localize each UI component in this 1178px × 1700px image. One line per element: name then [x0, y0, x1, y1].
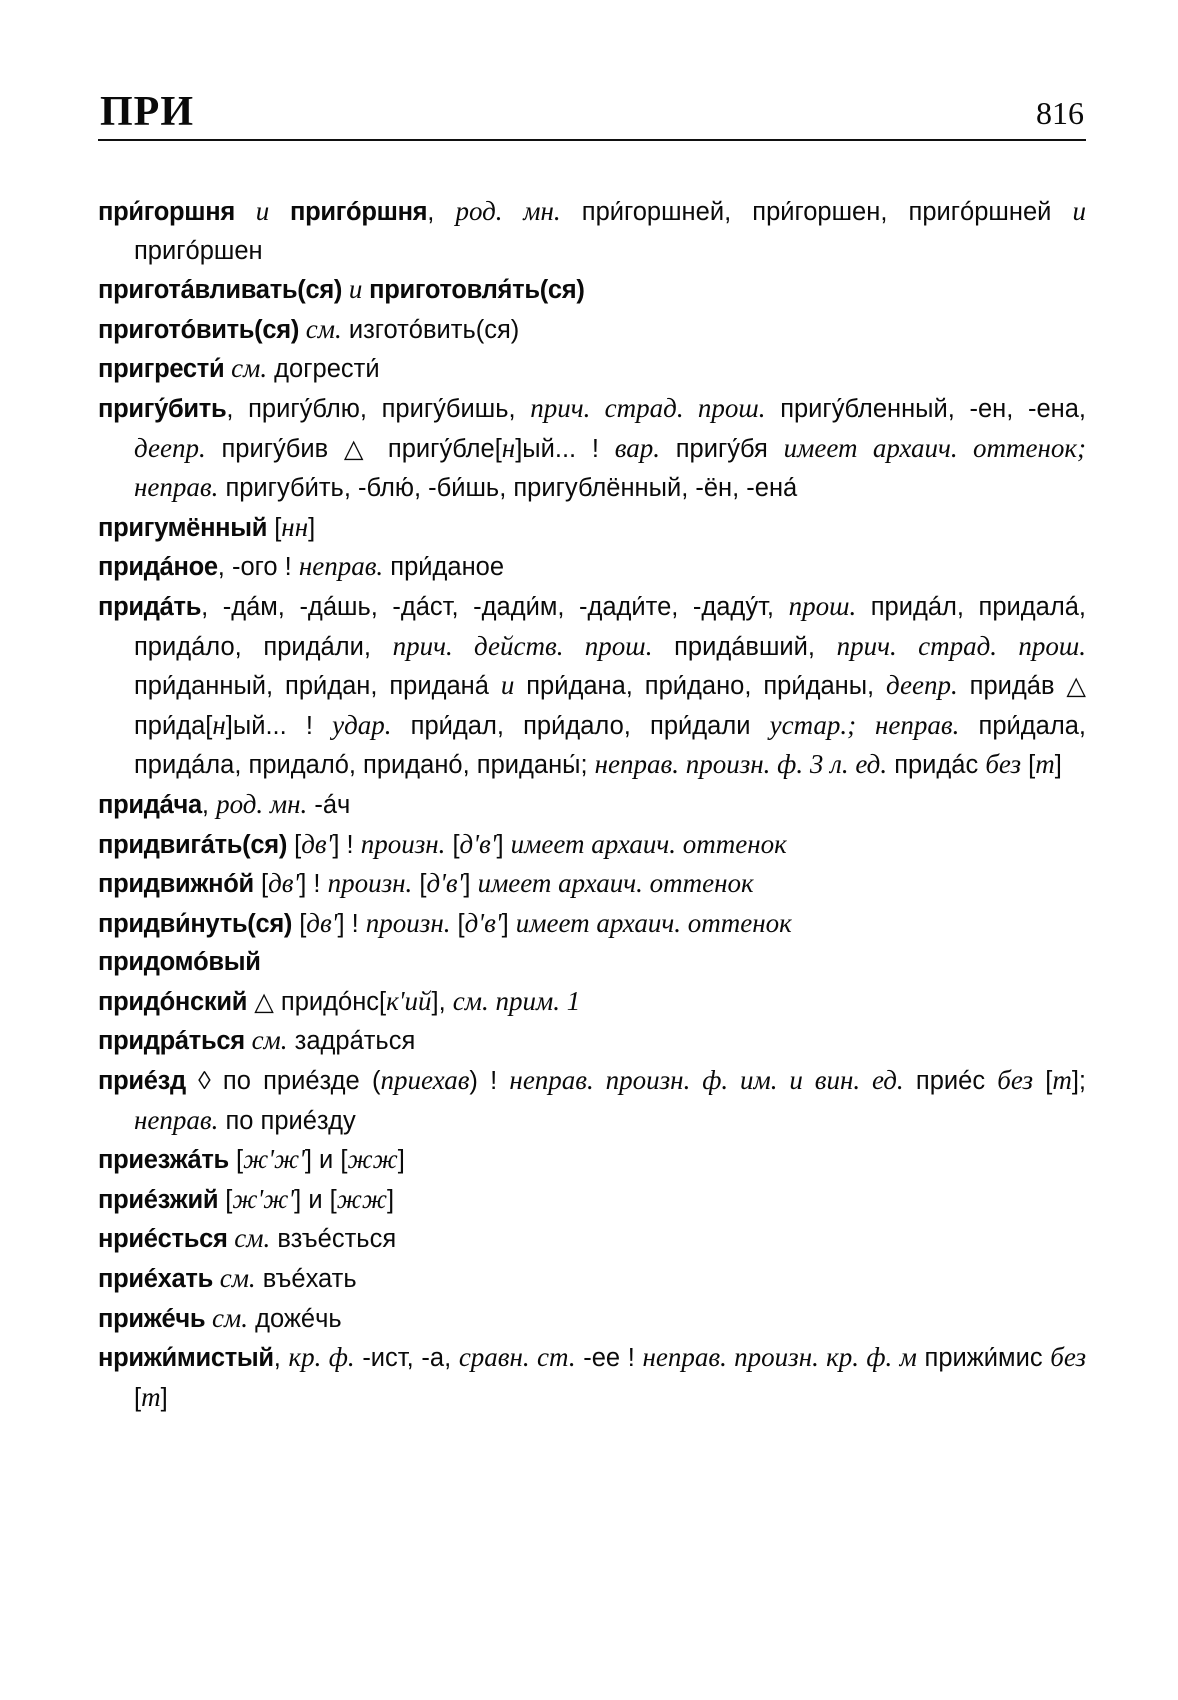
entry-text: ]	[463, 870, 478, 899]
grammar-label: прош.	[788, 590, 857, 621]
grammar-label: см.	[212, 1263, 256, 1294]
grammar-label: жж	[347, 1144, 398, 1175]
headword: придáча	[98, 790, 202, 819]
entry-text: придáвший,	[652, 632, 837, 661]
grammar-label: неправ. произн. ф. им. и вин. ед.	[509, 1065, 904, 1096]
grammar-label: см.	[227, 1223, 271, 1254]
page-number: 816	[1036, 95, 1084, 131]
headword: пригóршня	[289, 198, 428, 226]
entry-text: при́дал, при́дало, при́дали	[391, 711, 770, 740]
grammar-label: т	[1052, 1065, 1072, 1096]
grammar-label: ж'ж'	[232, 1183, 295, 1214]
grammar-label: д'в'	[459, 828, 497, 859]
entry-text: [	[287, 830, 302, 859]
grammar-label: см.	[299, 313, 342, 344]
dictionary-entry	[98, 1259, 1086, 1299]
entry-text: при́горшней, при́горшен, пригóршней	[560, 198, 1073, 226]
dictionary-entry	[98, 1180, 1086, 1220]
headword: придáное	[98, 553, 218, 582]
entry-text: ] и [	[304, 1146, 348, 1175]
grammar-label: и	[234, 196, 290, 226]
entry-text: , -ого !	[217, 553, 299, 582]
headword: приготóвить(ся)	[98, 315, 300, 344]
entry-text: приéс	[903, 1067, 998, 1096]
headword: пригрести́	[98, 355, 225, 384]
entry-text: при́дала, придáла, придалó, приданó, приданы́;	[134, 711, 1086, 780]
headword: нриéсться	[98, 1225, 228, 1254]
dictionary-entry	[98, 982, 1086, 1022]
running-head: ПРИ	[100, 89, 194, 135]
entry-text: пригу́бленный, -ен, -ена,	[765, 394, 1086, 423]
entry-text: ] !	[299, 870, 328, 899]
grammar-label: см.	[244, 1025, 288, 1056]
entry-text: ];	[1071, 1067, 1086, 1096]
headword: придвижнóй	[98, 870, 254, 899]
entry-text: -ист, -а,	[354, 1344, 459, 1373]
entry-text: взъéсться	[270, 1225, 397, 1254]
entry-text: ] !	[332, 830, 361, 859]
grammar-label: д'в'	[426, 868, 464, 899]
headword: придомóвый	[98, 948, 261, 977]
entry-text: ]	[387, 1185, 395, 1214]
dictionary-entry	[98, 943, 1086, 982]
grammar-label: вар.	[614, 432, 660, 463]
grammar-label: неправ. произн. ф. 3 л. ед.	[594, 749, 888, 780]
headword: пригу́бить	[98, 394, 227, 423]
headword: нрижи́мистый	[98, 1344, 274, 1373]
dictionary-entry	[98, 1299, 1086, 1339]
entry-text: , -дáм, -дáшь, -дáст, -дади́м, -дади́те, -даду́т,	[201, 592, 789, 621]
grammar-label: сравн. ст.	[458, 1342, 576, 1373]
entry-text: ]ый... !	[515, 434, 615, 463]
page-header	[98, 84, 1086, 140]
dictionary-entry	[98, 192, 1086, 270]
grammar-label: т	[1035, 749, 1055, 780]
entry-text: придáв △ при́да[	[134, 672, 1087, 740]
headword: пригумённый	[98, 513, 268, 542]
entry-text: при́даное	[383, 553, 505, 582]
entry-text: ]	[308, 513, 316, 542]
headword: придви́нуть(ся)	[98, 909, 293, 938]
grammar-label: удар.	[332, 709, 392, 740]
grammar-label: имеет архаич. оттенок	[510, 828, 787, 859]
entry-text: изготóвить(ся)	[341, 315, 520, 344]
dictionary-entry	[98, 389, 1086, 508]
grammar-label: к'ий	[386, 985, 432, 1016]
dictionary-entry	[98, 864, 1086, 904]
grammar-label: дв'	[306, 907, 338, 938]
headword: приéзжий	[98, 1185, 219, 1214]
entry-text: [	[134, 1383, 142, 1412]
headword: придóнский	[98, 987, 248, 1016]
dictionary-entry	[98, 1338, 1086, 1417]
entry-text: ]	[160, 1383, 168, 1412]
entry-text: ,	[427, 198, 456, 226]
entry-text: [	[228, 1146, 244, 1175]
entry-text: прижи́мис	[916, 1344, 1051, 1373]
grammar-label: без	[985, 749, 1022, 780]
headword: при́горшня	[98, 198, 235, 226]
dictionary-entry	[98, 904, 1086, 944]
entry-text: [	[292, 909, 307, 938]
entry-text: по приéзду	[218, 1106, 356, 1135]
grammar-label: и	[500, 670, 515, 701]
entry-text: [	[450, 909, 465, 938]
grammar-label: и	[1072, 196, 1086, 226]
dictionary-entry	[98, 547, 1086, 587]
entry-text: , пригу́блю, пригу́бишь,	[226, 394, 531, 423]
grammar-label: устар.; неправ.	[769, 709, 960, 740]
entry-text: ) !	[469, 1067, 510, 1096]
dictionary-entry	[98, 1140, 1086, 1180]
headword: приготовля́ть(ся)	[369, 276, 585, 305]
grammar-label: дв'	[268, 868, 300, 899]
grammar-label: н	[501, 432, 516, 463]
entry-text: пригóршен	[134, 236, 263, 265]
entry-text: △ придóнс[	[247, 987, 387, 1016]
dictionary-entry	[98, 1219, 1086, 1259]
grammar-label: произн.	[327, 868, 413, 899]
grammar-label: произн.	[360, 828, 446, 859]
headword: приéзд	[98, 1067, 186, 1096]
entry-text: ◊ по приéзде (	[185, 1067, 381, 1096]
entry-text: при́дана, при́дано, при́даны,	[514, 672, 887, 701]
headword: придрáться	[98, 1027, 245, 1056]
dictionary-entry	[98, 349, 1086, 389]
header-rule	[98, 139, 1086, 141]
grammar-label: неправ. произн. кр. ф. м	[642, 1342, 917, 1373]
entry-text: дожéчь	[248, 1304, 342, 1333]
grammar-label: см.	[224, 353, 268, 384]
entry-text: придáс	[887, 751, 986, 780]
grammar-label: прич. страд. прош.	[530, 392, 766, 423]
grammar-label: т	[141, 1381, 161, 1412]
entry-text: задрáться	[287, 1027, 416, 1056]
headword: приезжáть	[98, 1146, 229, 1175]
headword: придвигáть(ся)	[98, 830, 288, 859]
dictionary-entry	[98, 310, 1086, 350]
entry-text: [	[253, 870, 269, 899]
grammar-label: ж'ж'	[243, 1144, 305, 1175]
headword: прижéчь	[98, 1304, 206, 1333]
grammar-label: род. мн.	[216, 788, 308, 819]
grammar-label: деепр.	[886, 670, 958, 701]
entry-text: въéхать	[255, 1265, 357, 1294]
grammar-label: приехав	[380, 1065, 470, 1096]
entry-text: догрести́	[267, 355, 380, 384]
grammar-label: без	[997, 1065, 1034, 1096]
grammar-label: нн	[281, 511, 309, 542]
grammar-label: и	[342, 274, 370, 305]
grammar-label: кр. ф.	[288, 1342, 355, 1373]
grammar-label: произн.	[365, 907, 451, 938]
entry-text: [	[1021, 751, 1036, 780]
entry-text: ] !	[337, 909, 366, 938]
entry-text: ,	[201, 790, 217, 819]
entry-text: -áч	[307, 790, 351, 819]
entry-text: ] и [	[294, 1185, 337, 1214]
dictionary-entry	[98, 1021, 1086, 1061]
entry-text: -ее !	[575, 1344, 643, 1373]
grammar-label: н	[212, 709, 226, 740]
grammar-label: деепр.	[134, 432, 206, 463]
entry-text: ]	[397, 1146, 405, 1175]
dictionary-entry	[98, 270, 1086, 310]
entry-text: [	[267, 513, 282, 542]
grammar-label: прич. страд. прош.	[836, 630, 1087, 661]
grammar-label: имеет архаич. оттенок	[477, 868, 754, 899]
entry-text: ]	[496, 830, 511, 859]
entry-text: [	[1033, 1067, 1053, 1096]
headword: приéхать	[98, 1265, 213, 1294]
dictionary-entry	[98, 1061, 1086, 1140]
grammar-label: неправ.	[298, 551, 384, 582]
grammar-label: прич. действ. прош.	[392, 630, 653, 661]
entry-text: ,	[273, 1344, 289, 1373]
dictionary-entry	[98, 785, 1086, 825]
grammar-label: дв'	[301, 828, 333, 859]
dictionary-entry	[98, 508, 1086, 548]
entry-text: ],	[431, 987, 453, 1016]
grammar-label: род. мн.	[455, 196, 561, 226]
grammar-label: см. прим. 1	[452, 985, 581, 1016]
dictionary-entry	[98, 587, 1086, 785]
grammar-label: д'в'	[464, 907, 502, 938]
grammar-label: неправ.	[134, 1104, 219, 1135]
dictionary-entry	[98, 825, 1086, 865]
dictionary-entries	[98, 192, 1086, 1417]
entry-text: пригу́бив △ пригу́бле[	[205, 434, 502, 463]
entry-text: [	[445, 830, 460, 859]
grammar-label: без	[1050, 1342, 1086, 1373]
entry-text: [	[412, 870, 427, 899]
headword: приготáвливать(ся)	[98, 276, 343, 305]
grammar-label: см.	[205, 1302, 249, 1333]
entry-text: [	[218, 1185, 233, 1214]
entry-text: ]	[501, 909, 516, 938]
entry-text: пригу́бя	[659, 434, 784, 463]
entry-text: ]	[1054, 751, 1062, 780]
entry-text: ]ый... !	[225, 711, 333, 740]
grammar-label: имеет архаич. оттенок; неправ.	[134, 432, 1086, 503]
entry-text: придáл, придалá, придáло, придáли,	[134, 592, 1087, 661]
grammar-label: имеет архаич. оттенок	[515, 907, 792, 938]
headword: придáть	[98, 592, 202, 621]
entry-text: пригуби́ть, -блю́, -би́шь, пригублённый, -ён, -ена́	[218, 474, 798, 503]
grammar-label: жж	[336, 1183, 387, 1214]
entry-text: при́данный, при́дан, приданá	[134, 672, 501, 701]
